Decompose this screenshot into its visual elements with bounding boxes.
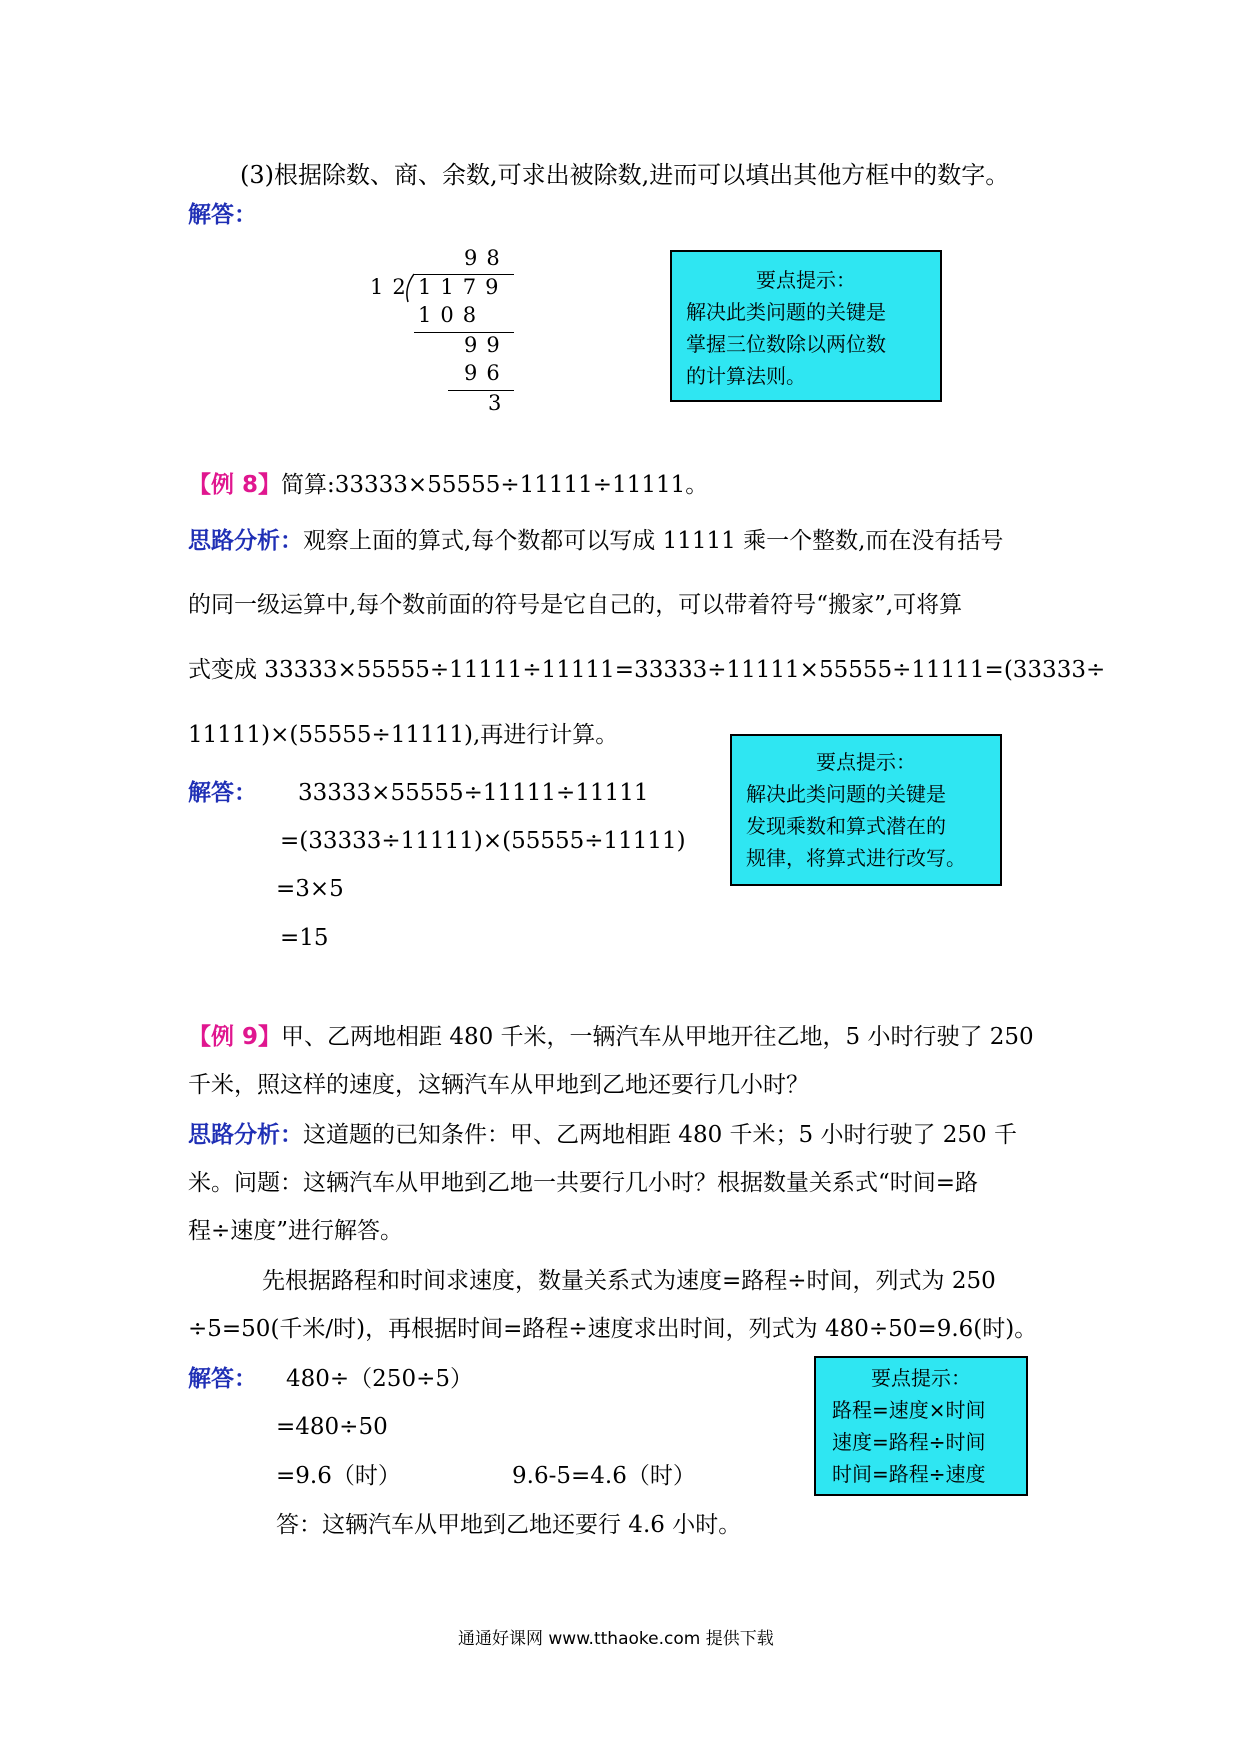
analysis-label-8: 思路分析： (188, 528, 303, 554)
tip-title: 要点提示： (756, 268, 856, 292)
step-line: 9.6-5=4.6（时） (512, 1463, 696, 1489)
analysis-text: 式变成 33333×55555÷11111÷11111=33333÷11111×55555÷11111=(33333÷ (188, 657, 1106, 683)
answer-label-9: 解答： (188, 1366, 257, 1392)
step-line: =9.6（时） (276, 1463, 401, 1489)
quotient: 98 (464, 246, 509, 270)
tip-box-2 (730, 734, 1002, 886)
step-line: =(33333÷11111)×(55555÷11111) (280, 828, 686, 854)
step-2: 99 (464, 333, 509, 357)
tip-box-1 (670, 250, 942, 402)
step-line: =3×5 (276, 876, 344, 902)
tip-line: 掌握三位数除以两位数 (686, 332, 886, 356)
example-8-label: 【例 8】 (188, 472, 282, 498)
intro-line: (3)根据除数、商、余数,可求出被除数,进而可以填出其他方框中的数字。 (240, 161, 1010, 189)
division-bracket (402, 272, 418, 304)
tip-line: 的计算法则。 (686, 364, 806, 388)
step-line: =15 (280, 925, 329, 951)
example-8-header (188, 470, 708, 500)
analysis-text: 的同一级运算中,每个数前面的符号是它自己的，可以带着符号“搬家”,可将算 (188, 592, 963, 618)
analysis-label-9: 思路分析： (188, 1122, 303, 1148)
analysis-text: 米。问题：这辆汽车从甲地到乙地一共要行几小时？根据数量关系式“时间=路 (188, 1170, 979, 1196)
analysis-text: 观察上面的算式,每个数都可以写成 11111 乘一个整数,而在没有括号 (303, 528, 1004, 554)
tip-line: 发现乘数和算式潜在的 (746, 814, 946, 838)
analysis-text: 11111)×(55555÷11111),再进行计算。 (188, 722, 619, 748)
tip-line: 解决此类问题的关键是 (746, 782, 946, 806)
example-9-label: 【例 9】 (188, 1024, 282, 1050)
tip-line: 规律，将算式进行改写。 (746, 846, 966, 870)
step-line: 33333×55555÷11111÷11111 (298, 780, 649, 806)
analysis-text: 先根据路程和时间求速度，数量关系式为速度=路程÷时间，列式为 250 (262, 1268, 996, 1294)
tip-line: 路程=速度×时间 (832, 1398, 986, 1422)
tip-line: 速度=路程÷时间 (832, 1430, 986, 1454)
example-9-problem: 甲、乙两地相距 480 千米，一辆汽车从甲地开往乙地，5 小时行驶了 250 (281, 1024, 1034, 1050)
answer-label-1: 解答： (188, 202, 257, 228)
example-8-analysis-line (188, 526, 1003, 556)
step-3: 96 (464, 361, 509, 385)
answer-label-8: 解答： (188, 780, 257, 806)
analysis-text: 程÷速度”进行解答。 (188, 1218, 404, 1244)
example-9-problem: 千米，照这样的速度，这辆汽车从甲地到乙地还要行几小时？ (188, 1072, 809, 1098)
footer-text: 通通好课网 www.tthaoke.com 提供下载 (458, 1629, 774, 1649)
tip-box-3 (814, 1356, 1028, 1496)
example-9-analysis-line (188, 1120, 1017, 1150)
final-answer: 答：这辆汽车从甲地到乙地还要行 4.6 小时。 (276, 1512, 742, 1538)
tip-line: 解决此类问题的关键是 (686, 300, 886, 324)
example-9-header (188, 1022, 1034, 1052)
divisor: 12 (370, 275, 415, 299)
tip-title: 要点提示： (816, 750, 916, 774)
step-1: 108 (418, 303, 486, 327)
step-line: =480÷50 (276, 1414, 388, 1440)
analysis-text: 这道题的已知条件：甲、乙两地相距 480 千米；5 小时行驶了 250 千 (303, 1122, 1017, 1148)
tip-title: 要点提示： (871, 1366, 971, 1390)
example-8-problem: 简算:33333×55555÷11111÷11111。 (281, 472, 709, 498)
dividend: 1179 (418, 275, 508, 299)
tip-line: 时间=路程÷速度 (832, 1462, 986, 1486)
analysis-text: ÷5=50(千米/时)，再根据时间=路程÷速度求出时间，列式为 480÷50=9.6(时)。 (188, 1316, 1038, 1342)
remainder: 3 (488, 391, 511, 415)
step-line: 480÷（250÷5） (286, 1366, 473, 1392)
